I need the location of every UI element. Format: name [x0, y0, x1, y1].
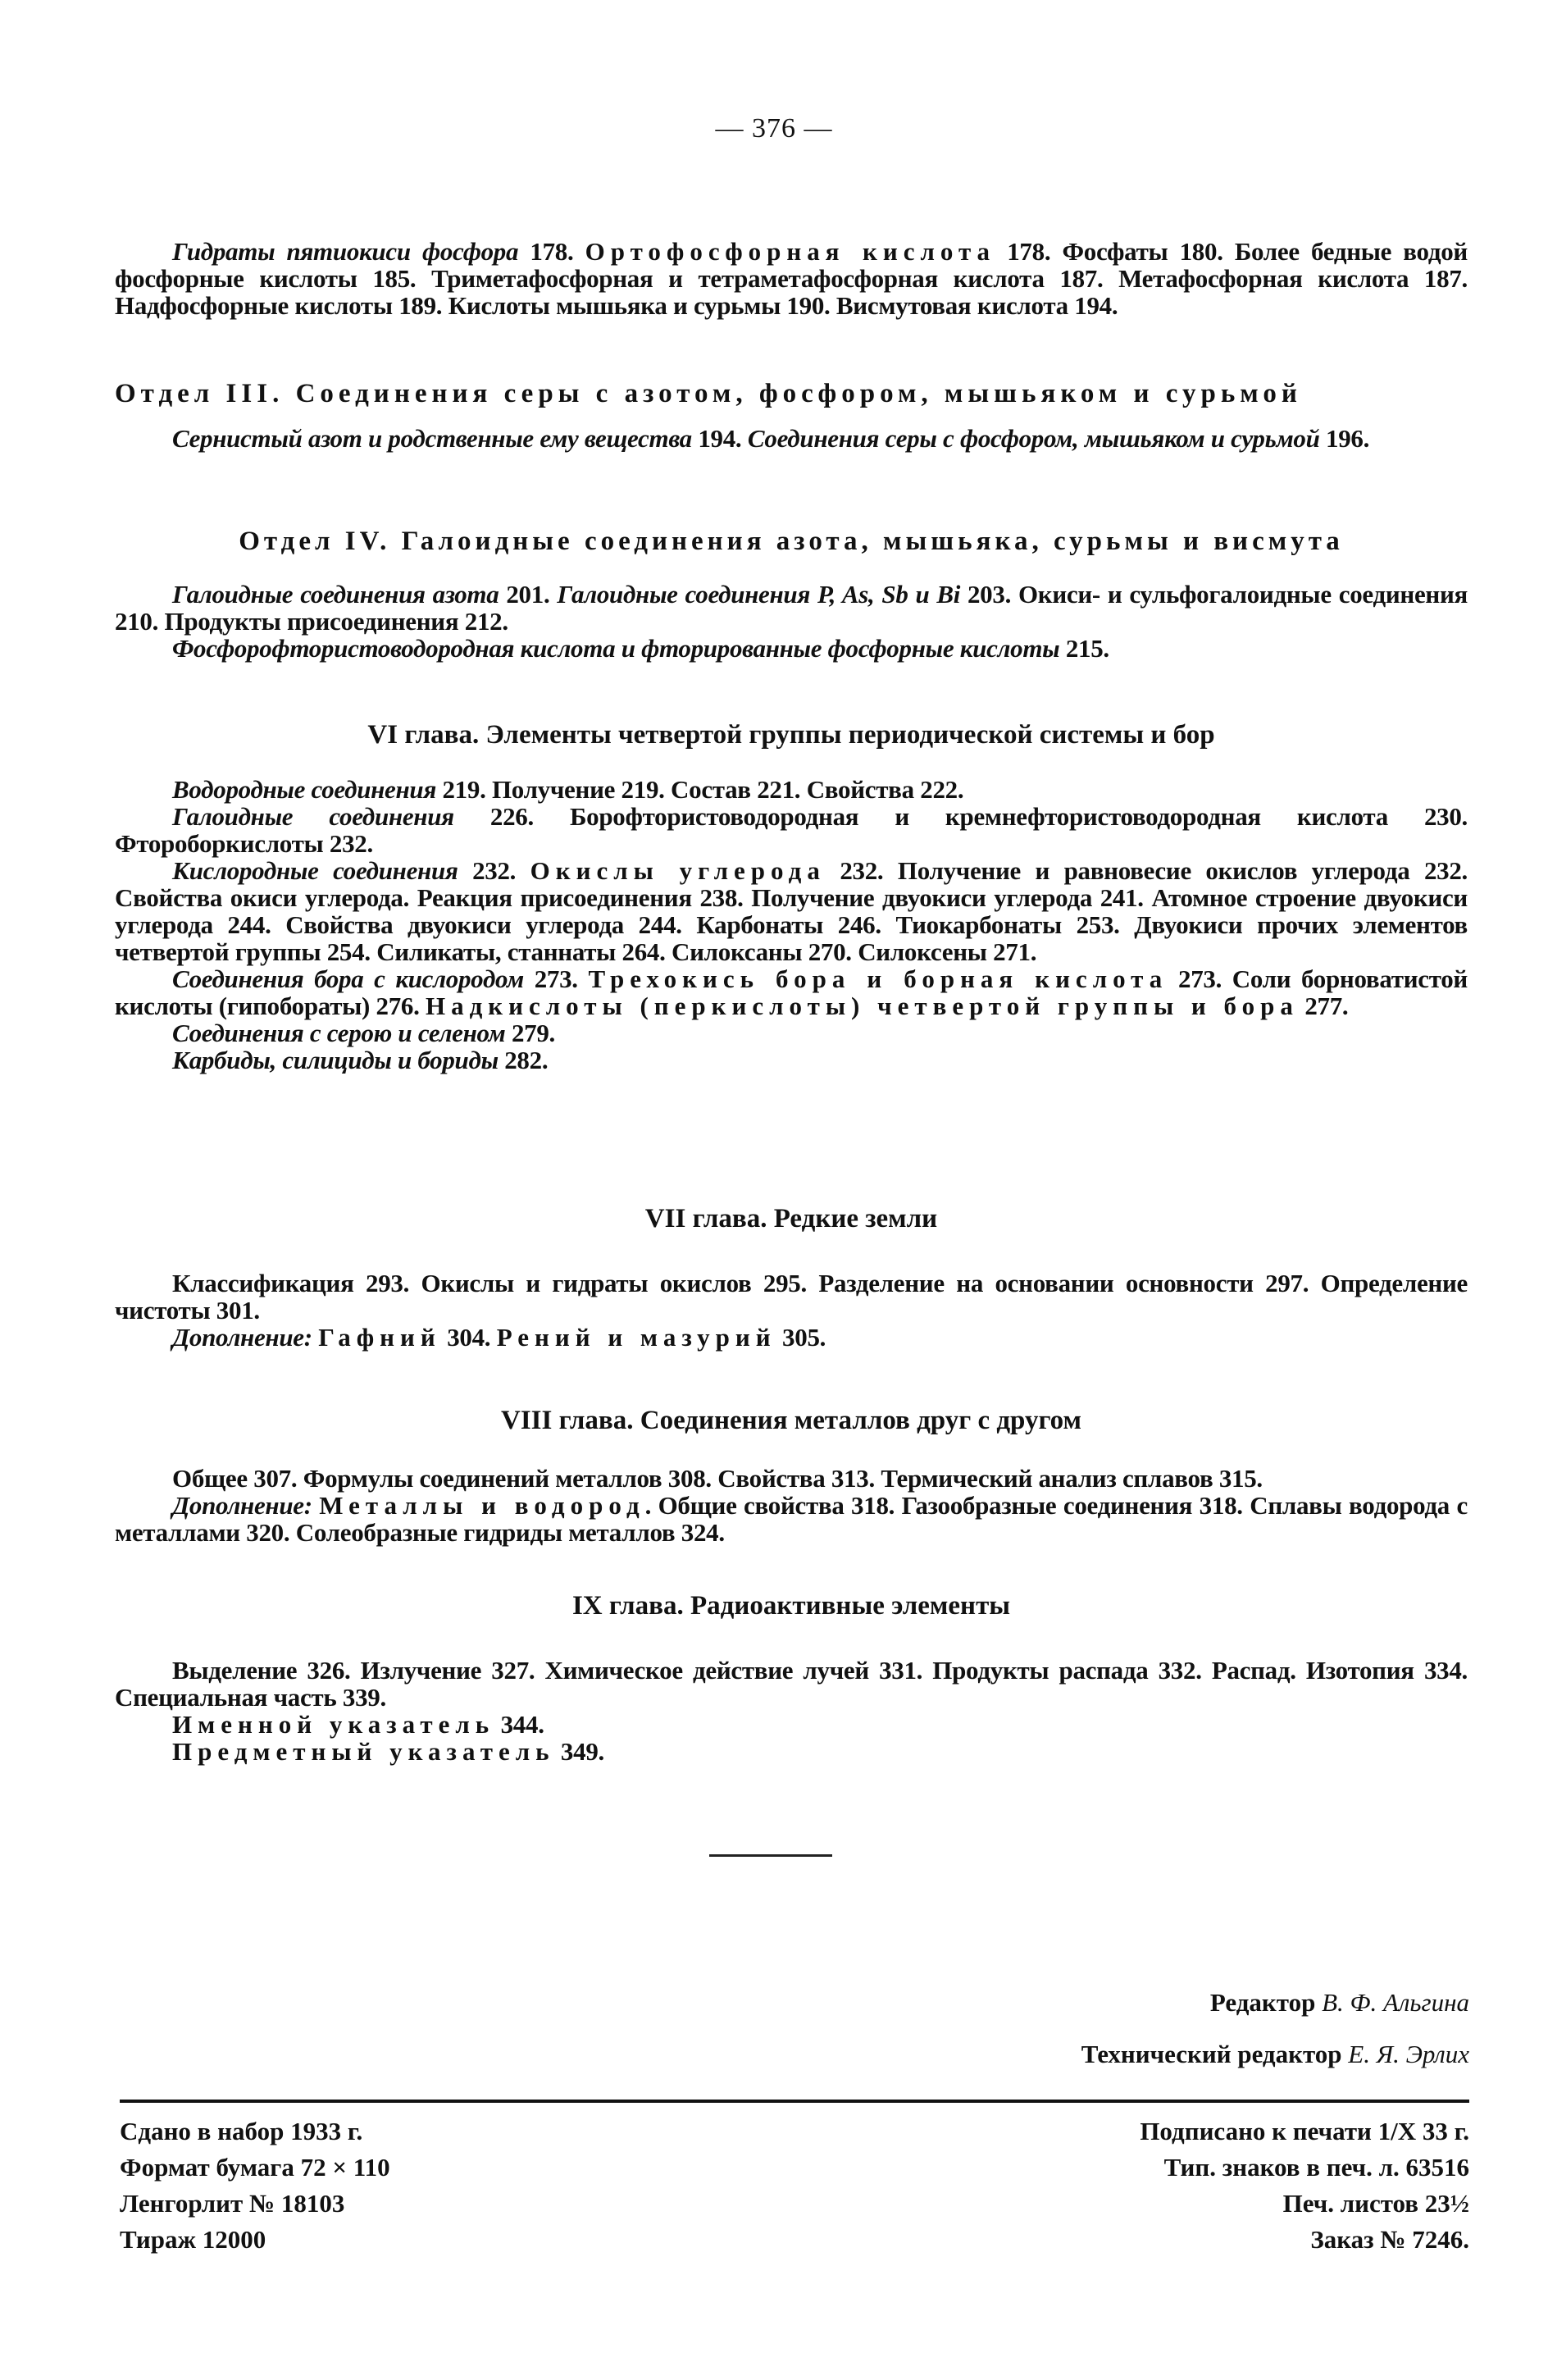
- italic-run: Дополнение:: [172, 1491, 312, 1520]
- italic-run: Галоидные соединения: [172, 802, 454, 831]
- spaced-run: Предметный указатель: [172, 1737, 555, 1766]
- imprint-left: [120, 2113, 390, 2258]
- text-run: 273. Соли борноватистой кислоты (гипобораты) 276.: [115, 964, 1468, 1020]
- spaced-run: Гафний: [318, 1323, 441, 1352]
- italic-run: Галоидные соединения азота: [172, 580, 499, 609]
- text-run: 178. Фосфаты 180. Более бедные водой фосфорные кислоты 185. Триметафосфорная и тетраметафосфорная кислота 187. Метафосфорная кислота 187. Надфосфорные кислоты 189. Кислоты мышьяка и сурьмы 190. Висмутовая кислота 194.: [115, 237, 1468, 320]
- text-run: 178.: [518, 237, 585, 266]
- text-run: Выделение 326. Излучение 327. Химическое действие лучей 331. Продукты распада 332. Распад. Изотопия 334. Специальная часть 339.: [115, 1656, 1468, 1712]
- chapter-9: [115, 1591, 1468, 1765]
- text-run: Классификация 293. Окислы и гидраты окислов 295. Разделение на основании основности 297. Определение чистоты 301.: [115, 1269, 1468, 1325]
- spaced-run: Надкислоты (перкислоты) четвертой группы и бора: [426, 992, 1299, 1020]
- imprint-signed-date: Подписано к печати 1/X 33 г.: [1140, 2117, 1469, 2145]
- tech-editor-label: Технический редактор: [1081, 2040, 1342, 2068]
- italic-run: Соединения с серою и селеном: [172, 1019, 506, 1047]
- italic-run: Соединения бора с кислородом: [172, 964, 524, 993]
- text-run: Общее 307. Формулы соединений металлов 308. Свойства 313. Термический анализ сплавов 315.: [172, 1464, 1263, 1493]
- italic-run: Сернистый азот и родственные ему вещества: [172, 424, 692, 453]
- spaced-run: Именной указатель: [172, 1710, 495, 1739]
- text-run: 344.: [494, 1710, 544, 1739]
- italic-run: Водородные соединения: [172, 775, 437, 804]
- text-run: 226. Борофтористоводородная и кремнефтористоводородная кислота 230. Фтороборкислоты 232.: [115, 802, 1468, 858]
- imprint-paper-format: Формат бумага 72 × 110: [120, 2153, 390, 2182]
- text-run: 305.: [776, 1323, 826, 1352]
- text-run: 201.: [499, 580, 558, 609]
- italic-run: Галоидные соединения P, As, Sb и Bi: [557, 580, 961, 609]
- text-run: 282.: [498, 1046, 549, 1074]
- imprint-typeset-date: Сдано в набор 1933 г.: [120, 2117, 363, 2145]
- spaced-run: Окислы углерода: [530, 856, 826, 885]
- paragraph: [115, 1324, 1468, 1351]
- chapter-heading: VIII глава. Соединения металлов друг с другом: [501, 1406, 1081, 1435]
- tech-editor-name: Е. Я. Эрлих: [1348, 2040, 1469, 2068]
- text-run: 232.: [458, 856, 530, 885]
- chapter-heading: VI глава. Элементы четвертой группы периодической системы и бор: [367, 720, 1215, 750]
- paragraph: [115, 1046, 1468, 1074]
- imprint-lengorlit-number: Ленгорлит № 18103: [120, 2189, 345, 2218]
- section-divider: [709, 1854, 832, 1857]
- text-run: 194.: [691, 424, 748, 453]
- paragraph: [115, 1711, 1468, 1738]
- chapter-6: [115, 720, 1468, 1074]
- text-run: 215.: [1059, 634, 1109, 663]
- paragraph: [115, 1657, 1468, 1711]
- section-phosphorus-acids: [115, 238, 1468, 319]
- text-run: 304.: [440, 1323, 497, 1352]
- imprint-order-number: Заказ № 7246.: [1310, 2225, 1469, 2254]
- text-run: 279.: [505, 1019, 556, 1047]
- section-heading: Отдел IV. Галоидные соединения азота, мышьяка, сурьмы и висмута: [239, 527, 1344, 556]
- paragraph: [115, 425, 1468, 452]
- section-otdel-4: [115, 527, 1468, 662]
- paragraph: [115, 581, 1468, 635]
- paragraph: [115, 965, 1468, 1019]
- editor-name: В. Ф. Альгина: [1322, 1988, 1469, 2017]
- paragraph: [115, 1738, 1468, 1765]
- italic-run: Дополнение:: [172, 1323, 312, 1352]
- section-otdel-3: [115, 379, 1468, 452]
- chapter-heading: IX глава. Радиоактивные элементы: [571, 1591, 1011, 1621]
- editor-label: Редактор: [1209, 1988, 1316, 2017]
- imprint-printed-sheets: Печ. листов 23½: [1282, 2189, 1469, 2218]
- section-heading: Отдел III. Соединения серы с азотом, фосфором, мышьяком и сурьмой: [115, 379, 1302, 408]
- text-run: 277.: [1298, 992, 1349, 1020]
- chapter-8: [115, 1406, 1468, 1546]
- paragraph: [115, 1019, 1468, 1046]
- tech-editor-credit: [1081, 2040, 1469, 2068]
- paragraph: [115, 857, 1468, 965]
- imprint-print-run: Тираж 12000: [120, 2225, 266, 2254]
- paragraph: [115, 238, 1468, 319]
- spaced-run: Рений и мазурий: [496, 1323, 776, 1352]
- imprint-chars-per-sheet: Тип. знаков в печ. л. 63516: [1163, 2153, 1469, 2182]
- editor-credit: [1210, 1989, 1469, 2017]
- page-number: — 376 —: [715, 113, 833, 144]
- italic-run: Карбиды, силициды и бориды: [172, 1046, 499, 1074]
- text-run: 232. Получение и равновесие окислов углерода 232. Свойства окиси углерода. Реакция присоединения 238. Получение двуокиси углерода 241. Атомное строение двуокиси углерода 244. Свойства двуокиси углерода 244. Карбонаты 246. Тиокарбонаты 253. Двуокиси прочих элементов четвертой группы 254. Силикаты, станнаты 264. Силоксаны 270. Силоксены 271.: [115, 856, 1468, 966]
- paragraph: [115, 803, 1468, 857]
- chapter-7: [115, 1204, 1468, 1351]
- paragraph: [115, 776, 1468, 803]
- text-run: 196.: [1319, 424, 1370, 453]
- imprint-rule: [120, 2100, 1469, 2103]
- spaced-run: Трехокись бора и борная кислота: [588, 964, 1168, 993]
- imprint-right: [1140, 2113, 1469, 2258]
- text-run: 219. Получение 219. Состав 221. Свойства 222.: [436, 775, 964, 804]
- spaced-run: Металлы и водород: [319, 1491, 645, 1520]
- text-run: . Общие свойства 318. Газообразные соединения 318. Сплавы водорода с металлами 320. Солеобразные гидриды металлов 324.: [115, 1491, 1468, 1547]
- italic-run: Фосфорофтористоводородная кислота и фторированные фосфорные кислоты: [172, 634, 1060, 663]
- text-run: 203. Окиси- и сульфогалоидные соединения 210. Продукты присоединения 212.: [115, 580, 1468, 636]
- italic-run: Гидраты пятиокиси фосфора: [172, 237, 519, 266]
- italic-run: Кислородные соединения: [172, 856, 458, 885]
- italic-run: Соединения серы с фосфором, мышьяком и сурьмой: [747, 424, 1320, 453]
- spaced-run: Ортофосфорная кислота: [585, 237, 996, 266]
- text-run: 273.: [523, 964, 589, 993]
- paragraph: [115, 635, 1468, 662]
- text-run: 349.: [554, 1737, 604, 1766]
- paragraph: [115, 1492, 1468, 1546]
- chapter-heading: VII глава. Редкие земли: [644, 1204, 938, 1233]
- paragraph: [115, 1465, 1468, 1492]
- paragraph: [115, 1270, 1468, 1324]
